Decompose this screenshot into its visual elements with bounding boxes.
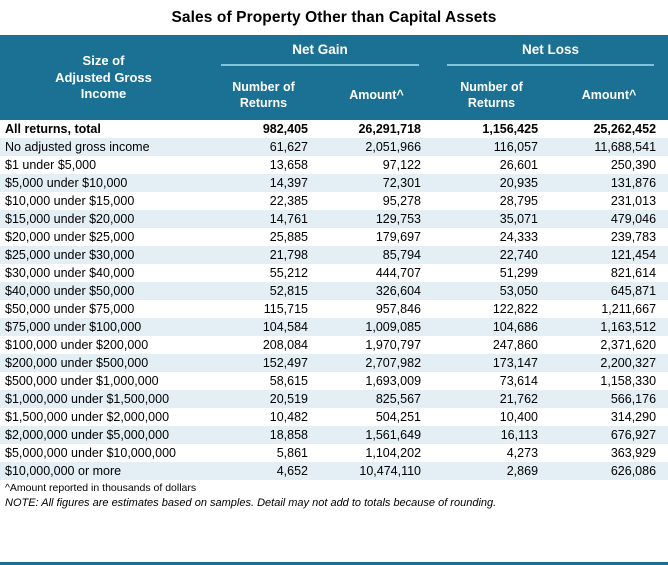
- row-label: $75,000 under $100,000: [0, 318, 207, 336]
- cell-loss-amount: 363,929: [550, 444, 668, 462]
- table-body: [0, 120, 668, 480]
- header-loss-amount: [550, 75, 668, 120]
- row-label: $10,000 under $15,000: [0, 192, 207, 210]
- header-size-line1: Size of: [82, 53, 125, 69]
- header-group-net-gain-label: Net Gain: [221, 42, 419, 66]
- table-row: [0, 246, 668, 264]
- row-label: No adjusted gross income: [0, 138, 207, 156]
- cell-gain-amount: 10,474,110: [320, 462, 433, 480]
- cell-loss-amount: 626,086: [550, 462, 668, 480]
- cell-loss-returns: 28,795: [433, 192, 550, 210]
- header-gain-amount-line1: Amount^: [349, 87, 404, 102]
- footnotes: [0, 480, 668, 511]
- cell-loss-returns: 35,071: [433, 210, 550, 228]
- cell-gain-amount: 26,291,718: [320, 120, 433, 138]
- cell-loss-returns: 4,273: [433, 444, 550, 462]
- cell-loss-amount: 231,013: [550, 192, 668, 210]
- header-loss-number-of-returns: [433, 75, 550, 120]
- cell-gain-returns: 25,885: [207, 228, 320, 246]
- table-row: [0, 408, 668, 426]
- cell-gain-amount: 179,697: [320, 228, 433, 246]
- row-label: $100,000 under $200,000: [0, 336, 207, 354]
- cell-gain-amount: 97,122: [320, 156, 433, 174]
- cell-gain-returns: 22,385: [207, 192, 320, 210]
- cell-gain-returns: 58,615: [207, 372, 320, 390]
- row-label: $1 under $5,000: [0, 156, 207, 174]
- row-label: $5,000 under $10,000: [0, 174, 207, 192]
- cell-loss-amount: 250,390: [550, 156, 668, 174]
- table-row: [0, 300, 668, 318]
- cell-loss-returns: 247,860: [433, 336, 550, 354]
- cell-loss-returns: 20,935: [433, 174, 550, 192]
- cell-loss-amount: 131,876: [550, 174, 668, 192]
- cell-loss-returns: 53,050: [433, 282, 550, 300]
- table-row: [0, 354, 668, 372]
- cell-loss-amount: 121,454: [550, 246, 668, 264]
- cell-gain-returns: 52,815: [207, 282, 320, 300]
- cell-loss-returns: 22,740: [433, 246, 550, 264]
- header-loss-amount-line1: Amount^: [581, 87, 637, 102]
- table-row: [0, 228, 668, 246]
- row-label: $50,000 under $75,000: [0, 300, 207, 318]
- header-row-groups: [0, 35, 668, 75]
- row-label: $30,000 under $40,000: [0, 264, 207, 282]
- table-row: [0, 318, 668, 336]
- cell-loss-amount: 2,200,327: [550, 354, 668, 372]
- cell-gain-returns: 61,627: [207, 138, 320, 156]
- table-row: [0, 264, 668, 282]
- row-label: All returns, total: [0, 120, 207, 138]
- table-row: [0, 372, 668, 390]
- cell-gain-returns: 10,482: [207, 408, 320, 426]
- cell-loss-amount: 1,163,512: [550, 318, 668, 336]
- row-label: $10,000,000 or more: [0, 462, 207, 480]
- cell-gain-returns: 20,519: [207, 390, 320, 408]
- header-gain-returns-line1: Number of: [232, 80, 295, 94]
- cell-gain-returns: 5,861: [207, 444, 320, 462]
- cell-gain-returns: 18,858: [207, 426, 320, 444]
- cell-loss-returns: 73,614: [433, 372, 550, 390]
- table-row: [0, 390, 668, 408]
- table-row: [0, 138, 668, 156]
- cell-loss-returns: 24,333: [433, 228, 550, 246]
- cell-loss-amount: 645,871: [550, 282, 668, 300]
- row-label: $25,000 under $30,000: [0, 246, 207, 264]
- row-label: $2,000,000 under $5,000,000: [0, 426, 207, 444]
- header-gain-number-of-returns: [207, 75, 320, 120]
- header-group-net-loss-label: Net Loss: [447, 42, 654, 66]
- cell-gain-amount: 1,009,085: [320, 318, 433, 336]
- header-group-net-loss: [433, 35, 668, 75]
- header-size-of-agi: [0, 35, 207, 120]
- cell-gain-amount: 825,567: [320, 390, 433, 408]
- cell-gain-amount: 326,604: [320, 282, 433, 300]
- cell-gain-amount: 957,846: [320, 300, 433, 318]
- cell-gain-amount: 1,693,009: [320, 372, 433, 390]
- row-label: $1,000,000 under $1,500,000: [0, 390, 207, 408]
- header-size-line2: Adjusted Gross: [55, 69, 152, 85]
- table-row: [0, 210, 668, 228]
- cell-gain-returns: 115,715: [207, 300, 320, 318]
- header-gain-returns-line2: Returns: [239, 95, 288, 110]
- row-label: $40,000 under $50,000: [0, 282, 207, 300]
- cell-gain-amount: 504,251: [320, 408, 433, 426]
- cell-loss-amount: 314,290: [550, 408, 668, 426]
- cell-loss-returns: 1,156,425: [433, 120, 550, 138]
- header-gain-amount: [320, 75, 433, 120]
- table-row: [0, 174, 668, 192]
- cell-gain-returns: 104,584: [207, 318, 320, 336]
- header-group-net-gain: [207, 35, 433, 75]
- header-size-line3: Income: [80, 85, 127, 101]
- cell-loss-amount: 1,211,667: [550, 300, 668, 318]
- cell-loss-amount: 1,158,330: [550, 372, 668, 390]
- cell-gain-amount: 1,104,202: [320, 444, 433, 462]
- cell-loss-amount: 11,688,541: [550, 138, 668, 156]
- cell-gain-amount: 72,301: [320, 174, 433, 192]
- cell-loss-amount: 239,783: [550, 228, 668, 246]
- cell-gain-returns: 152,497: [207, 354, 320, 372]
- cell-gain-returns: 208,084: [207, 336, 320, 354]
- header-loss-returns-line2: Returns: [467, 95, 516, 110]
- cell-gain-amount: 95,278: [320, 192, 433, 210]
- row-label: $1,500,000 under $2,000,000: [0, 408, 207, 426]
- cell-gain-returns: 21,798: [207, 246, 320, 264]
- cell-loss-amount: 25,262,452: [550, 120, 668, 138]
- cell-loss-amount: 676,927: [550, 426, 668, 444]
- table-row: [0, 444, 668, 462]
- table-row: [0, 156, 668, 174]
- cell-gain-amount: 129,753: [320, 210, 433, 228]
- cell-gain-amount: 1,970,797: [320, 336, 433, 354]
- row-label: $15,000 under $20,000: [0, 210, 207, 228]
- table-header: [0, 35, 668, 120]
- cell-loss-returns: 10,400: [433, 408, 550, 426]
- row-label: $20,000 under $25,000: [0, 228, 207, 246]
- cell-gain-amount: 444,707: [320, 264, 433, 282]
- header-loss-returns-line1: Number of: [460, 80, 523, 94]
- cell-loss-returns: 51,299: [433, 264, 550, 282]
- cell-gain-returns: 55,212: [207, 264, 320, 282]
- cell-loss-returns: 104,686: [433, 318, 550, 336]
- cell-loss-returns: 16,113: [433, 426, 550, 444]
- cell-gain-returns: 13,658: [207, 156, 320, 174]
- cell-gain-returns: 14,397: [207, 174, 320, 192]
- cell-gain-amount: 2,707,982: [320, 354, 433, 372]
- cell-loss-returns: 21,762: [433, 390, 550, 408]
- cell-loss-returns: 116,057: [433, 138, 550, 156]
- table-row: [0, 426, 668, 444]
- table-row: [0, 120, 668, 138]
- cell-loss-returns: 122,822: [433, 300, 550, 318]
- sales-of-property-table: [0, 35, 668, 480]
- table-row: [0, 192, 668, 210]
- cell-gain-amount: 85,794: [320, 246, 433, 264]
- row-label: $5,000,000 under $10,000,000: [0, 444, 207, 462]
- cell-gain-returns: 982,405: [207, 120, 320, 138]
- cell-gain-amount: 2,051,966: [320, 138, 433, 156]
- cell-loss-returns: 26,601: [433, 156, 550, 174]
- row-label: $500,000 under $1,000,000: [0, 372, 207, 390]
- table-row: [0, 336, 668, 354]
- cell-loss-returns: 2,869: [433, 462, 550, 480]
- row-label: $200,000 under $500,000: [0, 354, 207, 372]
- cell-gain-amount: 1,561,649: [320, 426, 433, 444]
- footnote-amount: ^Amount reported in thousands of dollars: [5, 482, 197, 495]
- table-row: [0, 462, 668, 480]
- cell-gain-returns: 14,761: [207, 210, 320, 228]
- footnote-note: NOTE: All figures are estimates based on samples. Detail may not add to totals because of rounding.: [5, 497, 497, 510]
- table-row: [0, 282, 668, 300]
- page-title: Sales of Property Other than Capital Assets: [171, 9, 497, 26]
- cell-loss-amount: 821,614: [550, 264, 668, 282]
- cell-loss-amount: 2,371,620: [550, 336, 668, 354]
- cell-loss-amount: 566,176: [550, 390, 668, 408]
- cell-loss-returns: 173,147: [433, 354, 550, 372]
- cell-gain-returns: 4,652: [207, 462, 320, 480]
- cell-loss-amount: 479,046: [550, 210, 668, 228]
